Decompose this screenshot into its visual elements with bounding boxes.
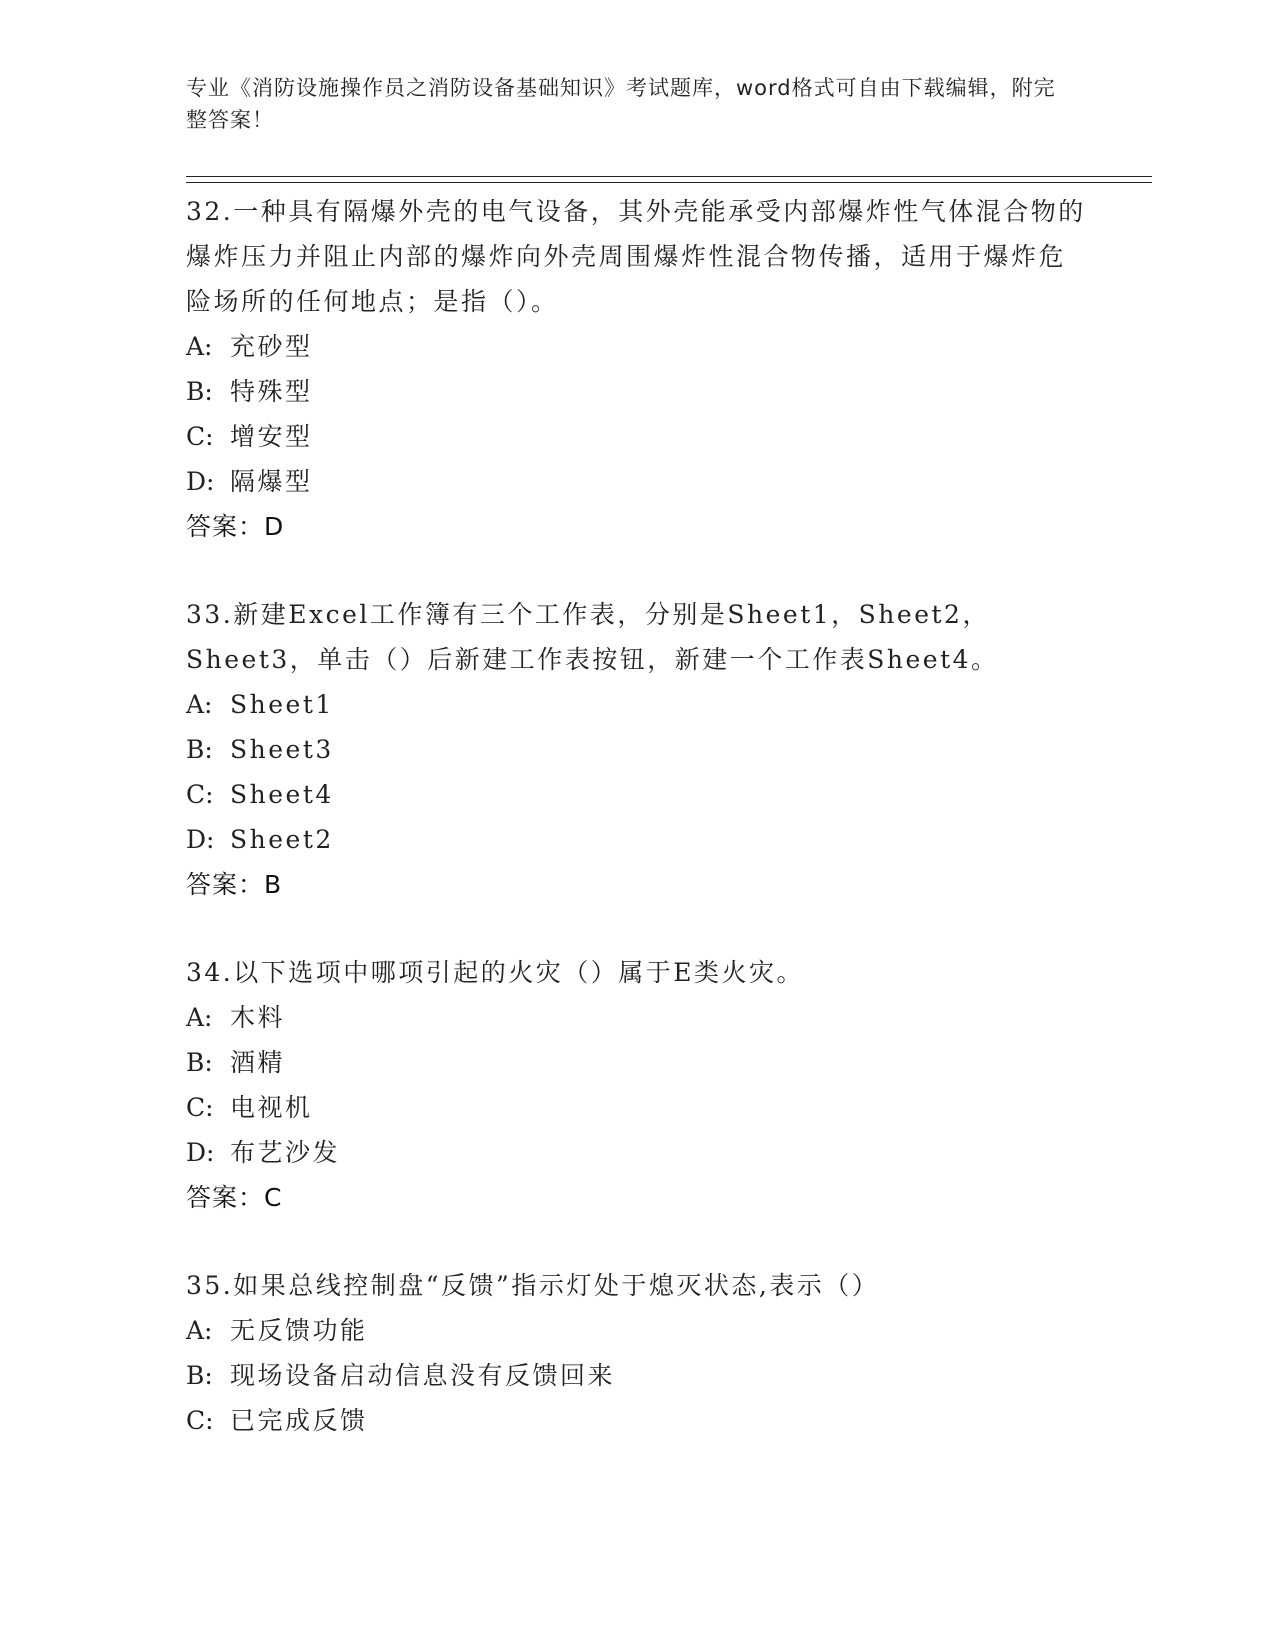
question-34 xyxy=(186,950,1086,1220)
option-text: 已完成反馈 xyxy=(230,1406,368,1435)
document-header: 专业《消防设施操作员之消防设备基础知识》考试题库，word格式可自由下载编辑，附完整答案！ xyxy=(186,76,1056,132)
option-text: 隔爆型 xyxy=(230,467,313,496)
option-key: C: xyxy=(186,780,214,809)
question-stem: 35.如果总线控制盘“反馈”指示灯处于熄灭状态,表示（） xyxy=(186,1271,880,1300)
option-text: 现场设备启动信息没有反馈回来 xyxy=(230,1361,616,1390)
option-text: Sheet1 xyxy=(230,690,334,719)
answer-line: 答案：C xyxy=(186,1183,283,1212)
question-stem: 34.以下选项中哪项引起的火灾（）属于E类火灾。 xyxy=(186,958,805,987)
option-a xyxy=(186,995,1086,1040)
option-text: 电视机 xyxy=(230,1093,313,1122)
option-d xyxy=(186,459,1086,504)
header-rule-bottom xyxy=(186,182,1152,183)
option-c xyxy=(186,414,1086,459)
question-35 xyxy=(186,1263,1086,1443)
option-key: A: xyxy=(186,690,213,719)
option-text: 无反馈功能 xyxy=(230,1316,368,1345)
option-key: D: xyxy=(186,825,215,854)
option-text: Sheet4 xyxy=(230,780,334,809)
option-text: 木料 xyxy=(230,1003,286,1032)
option-text: Sheet3 xyxy=(230,735,334,764)
question-33 xyxy=(186,592,1086,907)
option-key: C: xyxy=(186,1406,214,1435)
question-stem: 33.新建Excel工作簿有三个工作表，分别是Sheet1，Sheet2，Sheet3，单击（）后新建工作表按钮，新建一个工作表Sheet4。 xyxy=(186,600,999,674)
option-text: 酒精 xyxy=(230,1048,286,1077)
option-text: 增安型 xyxy=(230,422,313,451)
option-key: D: xyxy=(186,1138,215,1167)
option-c xyxy=(186,772,1086,817)
option-b xyxy=(186,1040,1086,1085)
option-a xyxy=(186,682,1086,727)
header-rule-top xyxy=(186,176,1152,177)
option-text: 布艺沙发 xyxy=(230,1138,341,1167)
option-key: C: xyxy=(186,1093,214,1122)
answer-line: 答案：D xyxy=(186,512,285,541)
option-text: Sheet2 xyxy=(230,825,334,854)
question-list xyxy=(186,189,1086,1486)
option-text: 充砂型 xyxy=(230,332,313,361)
option-d xyxy=(186,1130,1086,1175)
option-b xyxy=(186,1353,1086,1398)
option-b xyxy=(186,727,1086,772)
option-key: B: xyxy=(186,1048,213,1077)
option-b xyxy=(186,369,1086,414)
option-text: 特殊型 xyxy=(230,377,313,406)
question-32 xyxy=(186,189,1086,549)
answer-line: 答案：B xyxy=(186,870,283,899)
option-key: B: xyxy=(186,735,213,764)
option-key: A: xyxy=(186,332,213,361)
question-stem: 32.一种具有隔爆外壳的电气设备，其外壳能承受内部爆炸性气体混合物的爆炸压力并阻止内部的爆炸向外壳周围爆炸性混合物传播，适用于爆炸危险场所的任何地点；是指（）。 xyxy=(186,197,1086,316)
option-key: B: xyxy=(186,1361,213,1390)
option-c xyxy=(186,1085,1086,1130)
option-key: B: xyxy=(186,377,213,406)
option-key: A: xyxy=(186,1003,213,1032)
option-a xyxy=(186,324,1086,369)
option-a xyxy=(186,1308,1086,1353)
option-key: D: xyxy=(186,467,215,496)
option-d xyxy=(186,817,1086,862)
option-c xyxy=(186,1398,1086,1443)
option-key: A: xyxy=(186,1316,213,1345)
option-key: C: xyxy=(186,422,214,451)
